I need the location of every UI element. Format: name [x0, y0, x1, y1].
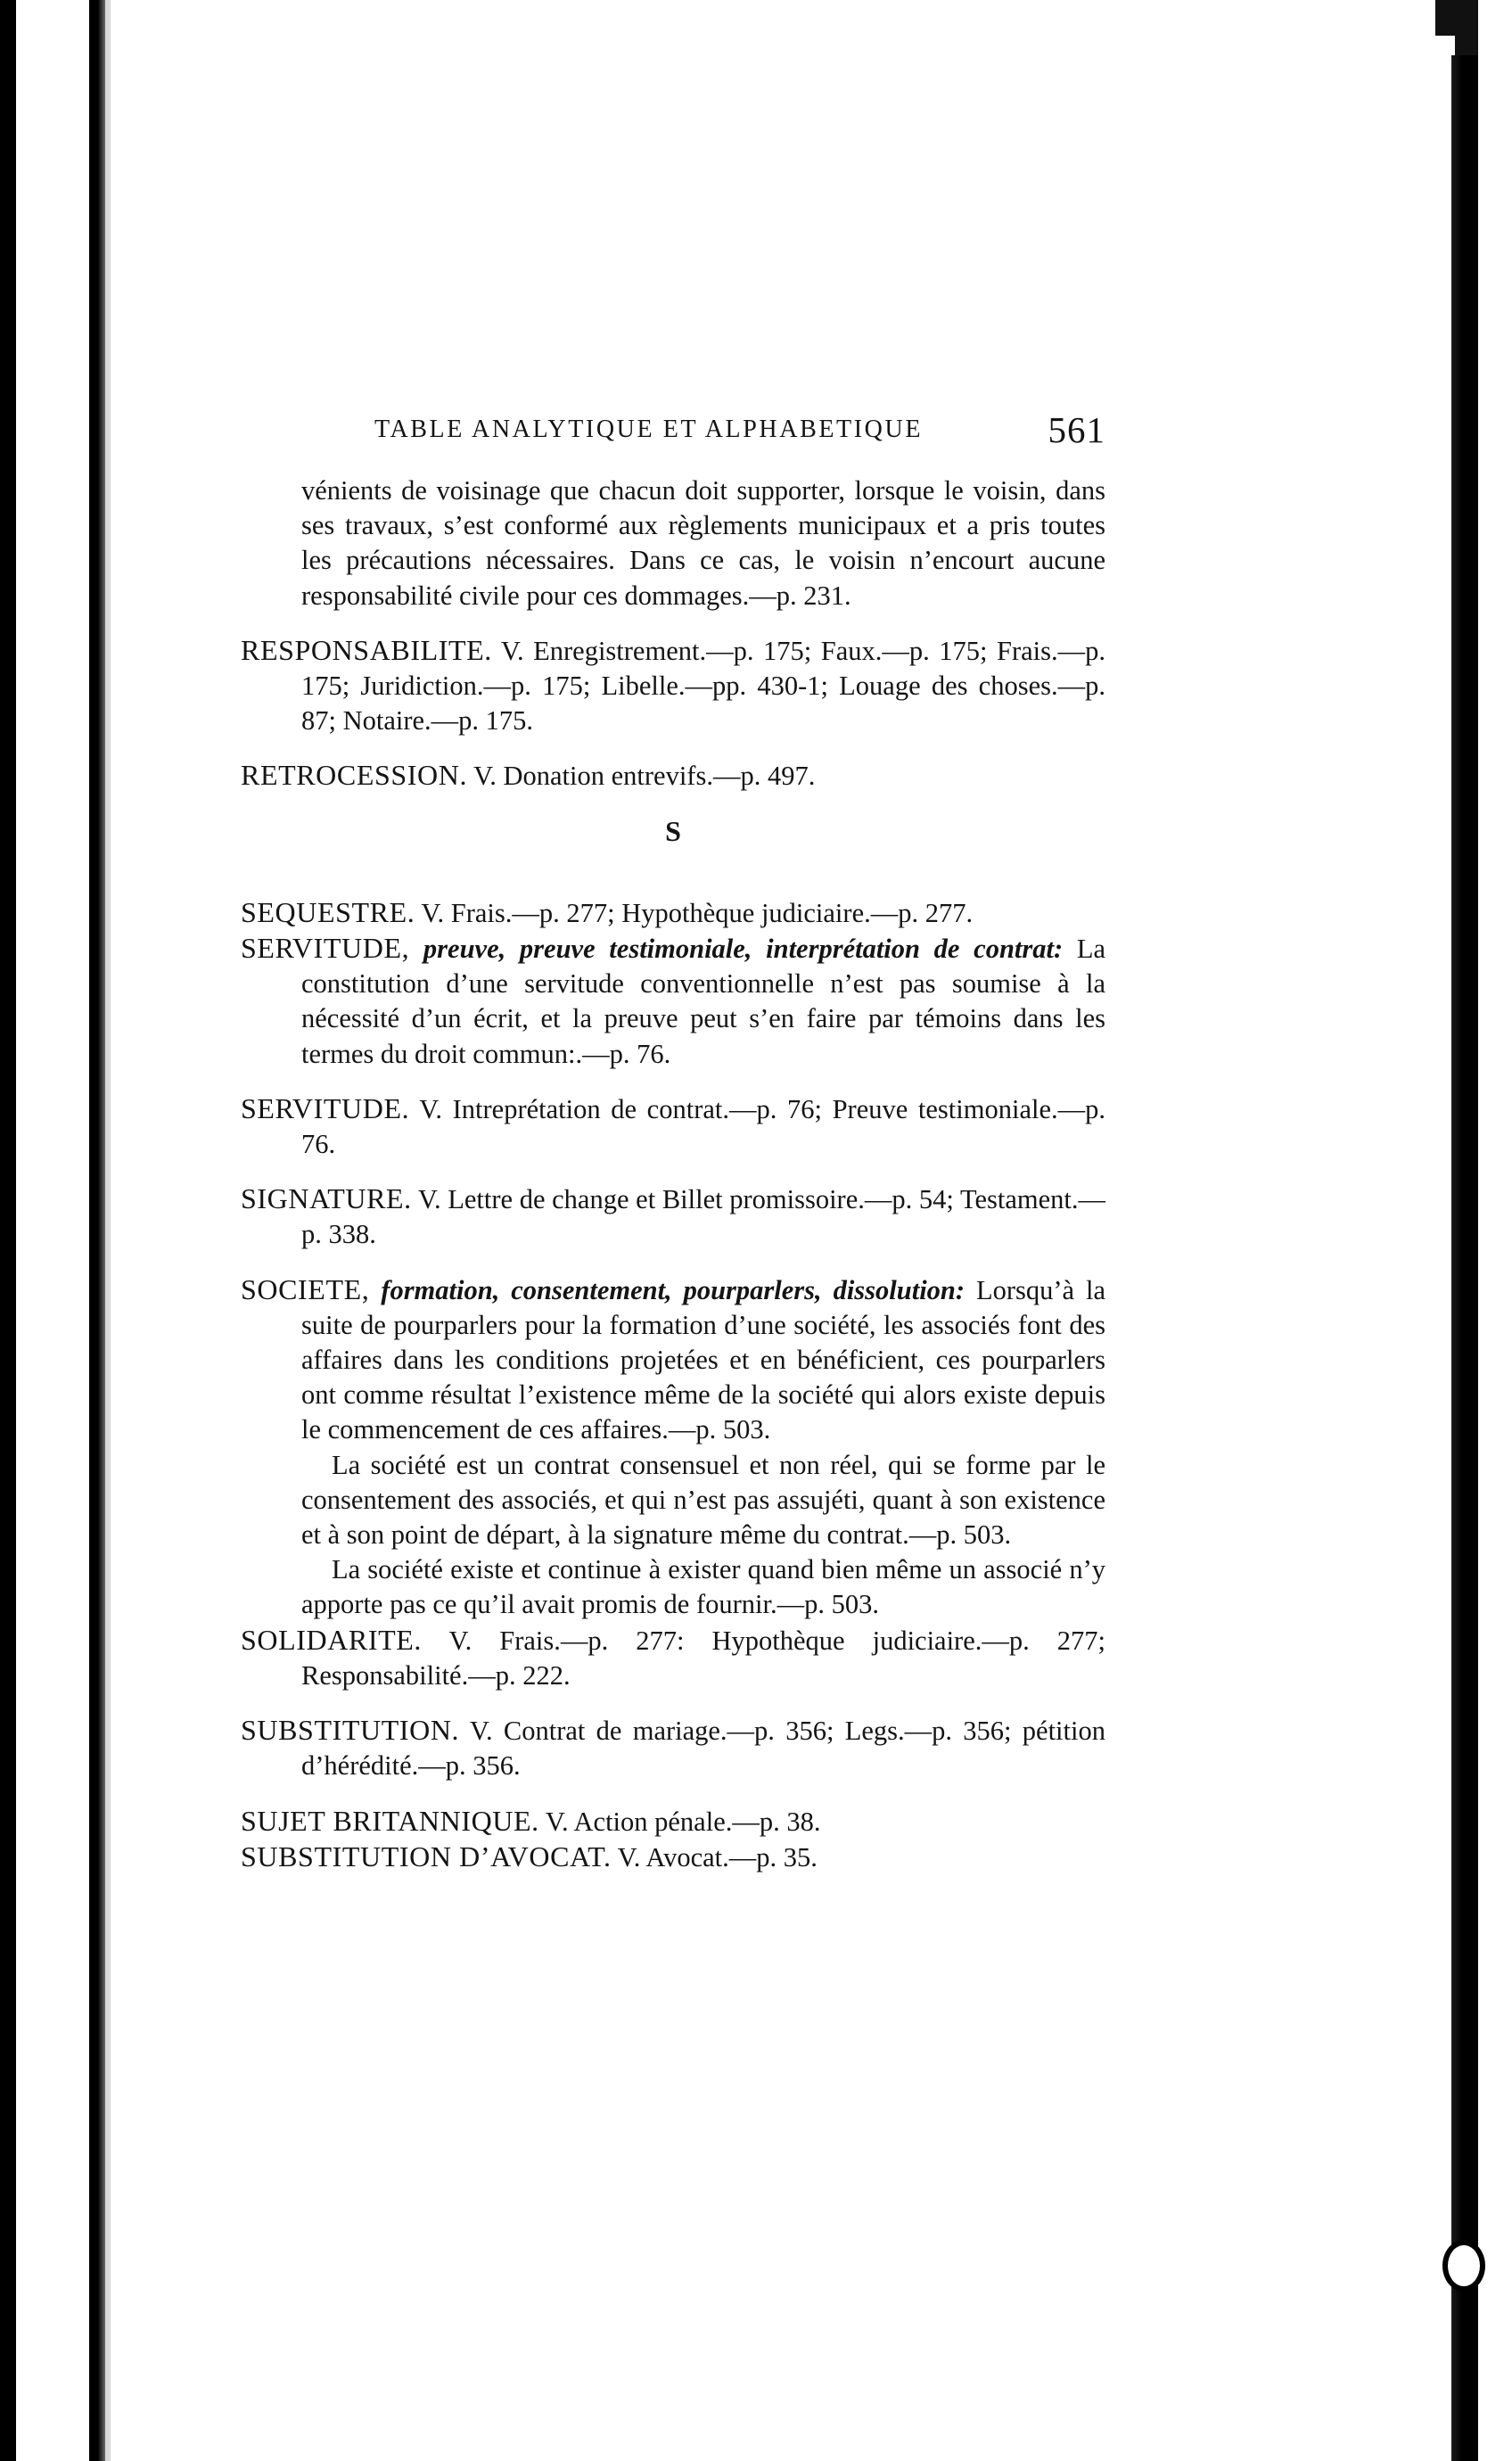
page-number: 561 [1048, 409, 1105, 450]
edge-mark-icon [1442, 2240, 1485, 2292]
entry-voisinage-continuation: vénients de voisinage que chacun doit supporter, lorsque le voisin, dans ses travaux, s’est conformé aux règlements municipaux et a pris toutes les précautions nécessaires. Dans ce cas, le voisin n’encourt aucune responsabilité civile pour ces dommages.—p. 231. [301, 475, 1105, 611]
entry-head: SERVITUDE. [241, 1091, 410, 1124]
scan-right-margin [1478, 0, 1512, 2461]
entry-head: SIGNATURE. [241, 1182, 412, 1215]
entry-servitude-preuve [241, 931, 1105, 1072]
running-title: TABLE ANALYTIQUE ET ALPHABETIQUE [374, 416, 924, 443]
entry-text: V. Donation entrevifs.—p. 497. [473, 761, 816, 792]
entry-substitution [241, 1713, 1105, 1783]
societe-first-paragraph [241, 1272, 1105, 1448]
entry-signature [241, 1181, 1105, 1252]
entry-text: La constitution d’une servitude conventionnelle n’est pas soumise à la nécessité d’un écrit, et la preuve peut s’en faire par témoins dans les termes du droit commun:.—p. 76. [301, 934, 1106, 1069]
entry-head: SEQUESTRE. [241, 895, 415, 928]
entry-text: V. Action pénale.—p. 38. [545, 1806, 821, 1837]
entry-text: V. Avocat.—p. 35. [617, 1841, 818, 1872]
entry-head: RESPONSABILITE. [241, 633, 492, 666]
entry-subject: preuve, preuve testimoniale, interprétation de contrat: [423, 934, 1064, 965]
entry-text: Lorsqu’à la suite de pourparlers pour la formation d’une société, les associés font des affaires dans les conditions projetées et en bénéficient, ces pourparlers ont comme résultat l’existence même de la société qui alors existe depuis le commencement de ces affaires.—p. 503. [301, 1274, 1106, 1445]
entry-subject: formation, consentement, pourparlers, dissolution: [381, 1274, 966, 1305]
book-binding-strip [105, 0, 111, 2461]
entry-sujet-britannique [241, 1804, 1105, 1840]
running-head [374, 408, 1105, 453]
entry-head: SUBSTITUTION. [241, 1714, 460, 1747]
entry-solidarite [241, 1623, 1105, 1693]
entry-head: SOCIETE, [241, 1272, 370, 1305]
entry-responsabilite [241, 633, 1105, 739]
entry-head: SOLIDARITE. [241, 1623, 423, 1656]
entry-societe [241, 1272, 1105, 1623]
societe-paragraph-2: La société est un contrat consensuel et non réel, qui se forme par le consentement des associés, et qui n’est pas assujéti, quant à son existence et à son point de départ, à la signature même du contrat.—p. 503. [301, 1449, 1105, 1551]
entry-text: V. Frais.—p. 277: Hypothèque judiciaire.—p. 277; Responsabilité.—p. 222. [301, 1625, 1105, 1691]
scan-left-edge [0, 0, 16, 2461]
societe-paragraph-3: La société existe et continue à exister quand bien même un associé n’y apporte pas ce qu’il avait promis de fournir.—p. 503. [301, 1554, 1105, 1620]
book-binding-shadow [89, 0, 105, 2461]
entry-head: RETROCESSION. [241, 759, 468, 792]
entry-servitude [241, 1091, 1105, 1162]
index-body [241, 473, 1105, 1895]
entry-substitution-avocat [241, 1840, 1105, 1875]
entry-text: V. Frais.—p. 277; Hypothèque judiciaire.—p. 277. [421, 897, 974, 928]
entry-text: V. Lettre de change et Billet promissoire.—p. 54; Testament.—p. 338. [301, 1184, 1106, 1250]
entry-head: SUJET BRITANNIQUE. [241, 1804, 539, 1837]
entry-text: V. Contrat de mariage.—p. 356; Legs.—p. 356; pétition d’hérédité.—p. 356. [301, 1716, 1105, 1782]
section-letter-heading: S [665, 814, 681, 847]
scan-right-edge [1451, 55, 1478, 2461]
entry-sequestre [241, 895, 1105, 931]
entry-head: SERVITUDE, [241, 932, 410, 965]
entry-text: V. Intreprétation de contrat.—p. 76; Preuve testimoniale.—p. 76. [301, 1093, 1105, 1160]
entry-retrocession [241, 758, 1105, 794]
entry-text: V. Enregistrement.—p. 175; Faux.—p. 175; Frais.—p. 175; Juridiction.—p. 175; Libelle.—pp. 430-1; Louage des choses.—p. 87; Notaire.—p. 175. [301, 635, 1105, 737]
entry-head: SUBSTITUTION D’AVOCAT. [241, 1840, 612, 1872]
